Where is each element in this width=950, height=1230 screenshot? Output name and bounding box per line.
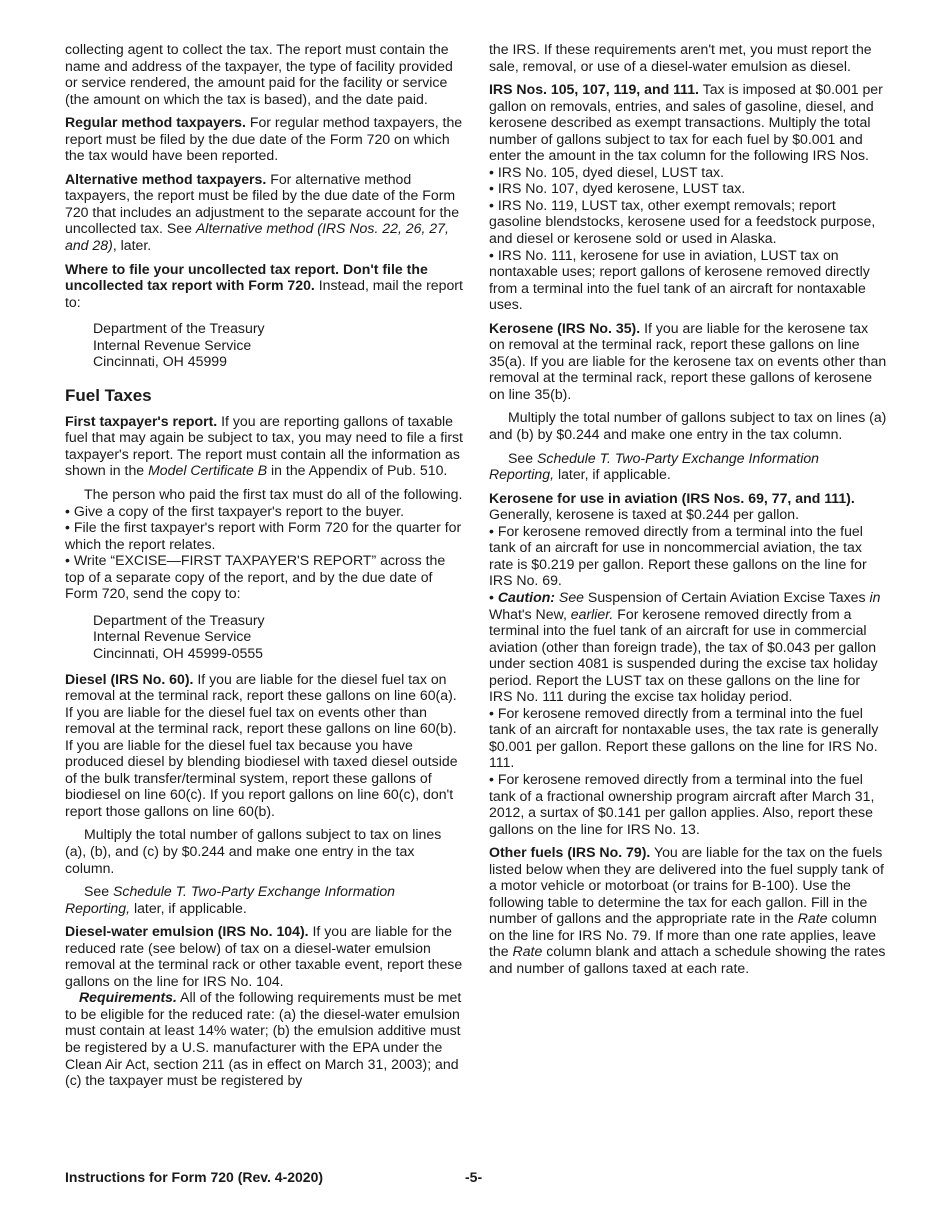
- list-item-text: For kerosene removed directly from a terminal into the fuel tank of an aircraft for use in noncommercial aviation, the tax rate is $0.219 per gallon. Report these gallons on the line for IRS No. 69.: [489, 522, 867, 589]
- right-column: [489, 41, 887, 984]
- list-item-text: File the first taxpayer's report with Form 720 for the quarter for which the report relates.: [65, 519, 462, 552]
- list-item-text: IRS No. 119, LUST tax, other exempt removals; report gasoline blendstocks, kerosene used for a feedstock purpose, and diesel or kerosene sold or used in Alaska.: [489, 196, 876, 247]
- aviation-paragraph: [489, 490, 887, 523]
- address-line: Department of the Treasury: [93, 320, 265, 337]
- address-line: Internal Revenue Service: [93, 336, 252, 353]
- diesel-water-paragraph: [65, 923, 463, 989]
- paragraph-text: , later.: [112, 237, 152, 254]
- paragraph-text: You are liable for the tax on the fuels listed below when they are delivered into the fuel supply tank of a motor vehicle or motorboat (or trains for B-100). Use the following table to determine the tax for each gallon. Fill in the number of gallons and the appropriate rate in the: [489, 844, 884, 927]
- paragraph: The person who paid the first tax must do all of the following.: [84, 486, 463, 503]
- list-item-text: Give a copy of the first taxpayer's report to the buyer.: [73, 502, 405, 519]
- left-column: [65, 41, 463, 1096]
- footer-form-title: Instructions for Form 720 (Rev. 4-2020): [65, 1169, 324, 1185]
- list-item-text: IRS No. 111, kerosene for use in aviation, LUST tax on nontaxable uses; report gallons of kerosene removed directly from a terminal into the fuel tank of an aircraft for nontaxable uses.: [489, 246, 870, 313]
- address-line: Cincinnati, OH 45999-0555: [93, 644, 264, 661]
- paragraph-text: See: [508, 449, 537, 466]
- first-taxpayer-paragraph: [65, 413, 463, 479]
- cross-reference: Model Certificate B: [148, 462, 268, 479]
- list-item-text: What's New,: [489, 605, 571, 622]
- paragraph-text: Rate: [512, 943, 543, 960]
- paragraph: collecting agent to collect the tax. The report must contain the name and address of the taxpayer, the type of facility provided or service rendered, the amount paid for the facility or service (the amount on which the tax is based), and the date paid.: [65, 41, 453, 107]
- other-fuels-paragraph: [489, 844, 887, 976]
- list-item: • IRS No. 105, dyed diesel, LUST tax.: [489, 163, 724, 180]
- paragraph-text: later, if applicable.: [554, 466, 671, 483]
- paragraph: Multiply the total number of gallons subject to tax on lines (a), (b), and (c) by $0.244 and make one entry in the tax column.: [65, 826, 442, 876]
- see-paragraph: [489, 450, 887, 483]
- list-item: • File the first taxpayer's report with Form 720 for the quarter for which the report relates.: [65, 519, 462, 552]
- paragraph-text: If you are liable for the diesel fuel tax on removal at the terminal rack, report these gallons on line 60(a). If you are liable for the diesel fuel tax on events other than removal at the terminal rack, report these gallons on line 60(b). If you are liable for the diesel fuel tax because you have produced diesel by blending biodiesel with taxed diesel outside of the bulk transfer/terminal system, report these gallons of biodiesel on line 60(c). If you report gallons on line 60(c), don't report those gallons on line 60(b).: [65, 670, 458, 819]
- list-item: • Give a copy of the first taxpayer's report to the buyer.: [65, 502, 405, 519]
- paragraph-text: column blank and attach a schedule showing the rates and number of gallons taxed at each rate.: [489, 943, 886, 976]
- address-line: Internal Revenue Service: [93, 628, 252, 645]
- diesel-water-heading: Diesel-water emulsion (IRS No. 104).: [65, 923, 309, 940]
- list-item-text: earlier.: [570, 605, 614, 622]
- cross-reference: Schedule T. Two-Party Exchange Information Reporting,: [65, 883, 396, 916]
- paragraph-text: Generally, kerosene is taxed at $0.244 per gallon.: [489, 506, 799, 523]
- list-item: • Write “EXCISE—FIRST TAXPAYER'S REPORT” across the top of a separate copy of the report, and by the due date of Form 720, send the copy to:: [65, 552, 446, 602]
- paragraph-text: in the Appendix of Pub. 510.: [267, 462, 448, 479]
- paragraph-text: If you are liable for the reduced rate (see below) of tax on a diesel-water emulsion removal at the terminal rack or other taxable event, report these gallons on the line for IRS No. 104.: [65, 923, 463, 989]
- regular-method-heading: Regular method taxpayers.: [65, 114, 246, 131]
- caution-label: Caution:: [497, 588, 556, 605]
- alternative-method-paragraph: [65, 171, 463, 254]
- list-item-text: For kerosene removed directly from a terminal into the fuel tank of a fractional ownership program aircraft after March 31, 2012, a surtax of $0.141 per gallon applies. Also, report these gallons on the line for IRS No. 13.: [489, 770, 875, 837]
- list-item-text: IRS No. 107, dyed kerosene, LUST tax.: [497, 180, 746, 197]
- list-item: • IRS No. 111, kerosene for use in aviation, LUST tax on nontaxable uses; report gallons of kerosene removed directly from a terminal into the fuel tank of an aircraft for nontaxable uses.: [489, 246, 870, 313]
- list-item: • IRS No. 107, dyed kerosene, LUST tax.: [489, 180, 746, 197]
- paragraph: Multiply the total number of gallons subject to tax on lines (a) and (b) by $0.244 and make one entry in the tax column.: [489, 409, 887, 443]
- section-heading-fuel-taxes: Fuel Taxes: [65, 385, 152, 405]
- list-item-text: See: [555, 588, 585, 605]
- list-item: • For kerosene removed directly from a terminal into the fuel tank of an aircraft for use in noncommercial aviation, the tax rate is $0.219 per gallon. Report these gallons on the line for IRS No. 69.: [489, 522, 867, 589]
- list-item: • For kerosene removed directly from a terminal into the fuel tank of a fractional ownership program aircraft after March 31, 2012, a surtax of $0.141 per gallon applies. Also, report these gallons on the line for IRS No. 13.: [489, 770, 875, 837]
- list-item: • For kerosene removed directly from a terminal into the fuel tank of an aircraft for nontaxable uses, the tax rate is generally $0.001 per gallon. Report these gallons on the line for IRS No. 111.: [489, 704, 879, 771]
- mailing-address: [93, 612, 463, 662]
- alternative-method-heading: Alternative method taxpayers.: [65, 170, 267, 187]
- paragraph-text: If you are reporting gallons of taxable fuel that may again be subject to tax, you may need to file a first taxpayer's report. The report must contain all the information as shown in the: [65, 412, 463, 479]
- paragraph-text: Rate: [797, 910, 828, 927]
- paragraph-text: See: [84, 883, 113, 900]
- paragraph: the IRS. If these requirements aren't met, you must report the sale, removal, or use of a diesel-water emulsion as diesel.: [489, 41, 872, 74]
- where-to-file-paragraph: [65, 261, 463, 311]
- list-item: • IRS No. 119, LUST tax, other exempt removals; report gasoline blendstocks, kerosene used for a feedstock purpose, and diesel or kerosene sold or used in Alaska.: [489, 196, 876, 247]
- paragraph-text: column on the line for IRS No. 79. If more than one rate applies, leave the: [489, 910, 877, 960]
- diesel-paragraph: [65, 671, 463, 820]
- see-paragraph: [65, 883, 463, 916]
- paragraph-text: Instead, mail the report to:: [65, 277, 463, 310]
- kerosene-heading: Kerosene (IRS No. 35).: [489, 319, 641, 336]
- kerosene-paragraph: [489, 320, 887, 403]
- regular-method-paragraph: [65, 114, 463, 164]
- list-item-text: Write “EXCISE—FIRST TAXPAYER'S REPORT” across the top of a separate copy of the report, and by the due date of Form 720, send the copy to:: [65, 552, 446, 602]
- first-taxpayer-heading: First taxpayer's report.: [65, 412, 218, 429]
- paragraph-text: Tax is imposed at $0.001 per gallon on removals, entries, and sales of gasoline, diesel, and kerosene described as exempt transactions. Multiply the total number of gallons subject to tax for each fuel by $0.001 and enter the amount in the tax column for the following IRS Nos.: [489, 81, 883, 164]
- paragraph-text: For regular method taxpayers, the report must be filed by the due date of the Form 720 on which the tax would have been reported.: [65, 114, 463, 164]
- list-item-text: IRS No. 105, dyed diesel, LUST tax.: [497, 163, 724, 180]
- list-item-text: For kerosene removed directly from a terminal into the fuel tank of an aircraft for nontaxable uses, the tax rate is generally $0.001 per gallon. Report these gallons on the line for IRS No. 111.: [489, 704, 879, 771]
- address-line: Department of the Treasury: [93, 611, 265, 628]
- where-to-file-heading: Where to file your uncollected tax report. Don't file the uncollected tax report with Form 720.: [65, 260, 428, 294]
- requirements-heading: Requirements.: [79, 989, 177, 1006]
- cross-reference: Alternative method (IRS Nos. 22, 26, 27, and 28): [65, 220, 449, 254]
- other-fuels-heading: Other fuels (IRS No. 79).: [489, 844, 651, 861]
- page-number: -5-: [465, 1169, 483, 1185]
- paragraph-text: later, if applicable.: [130, 899, 247, 916]
- list-item-text: Suspension of Certain Aviation Excise Taxes: [584, 588, 870, 605]
- list-item-text: in: [869, 588, 881, 605]
- irs-nos-heading: IRS Nos. 105, 107, 119, and 111.: [489, 81, 699, 98]
- paragraph-text: All of the following requirements must be met to be eligible for the reduced rate: (a) the diesel-water emulsion must contain at least 14% water; (b) the emulsion additive must be registered by a U.S. manufacturer with the EPA under the Clean Air Act, section 211 (as in effect on March 31, 2003); and (c) the taxpayer must be registered by: [65, 989, 462, 1089]
- requirements-paragraph: [65, 989, 463, 1088]
- irs-nos-paragraph: [489, 81, 887, 164]
- list-item-text: For kerosene removed directly from a terminal into the fuel tank of an aircraft for use in commercial aviation (other than foreign trade), the tax of $0.043 per gallon under section 4081 is suspended during the excise tax holiday period. Report the LUST tax on these gallons on the line for IRS No. 111 during the excise tax holiday period.: [489, 605, 878, 705]
- aviation-heading: Kerosene for use in aviation (IRS Nos. 69, 77, and 111).: [489, 489, 855, 506]
- mailing-address: [93, 320, 463, 370]
- paragraph-text: If you are liable for the kerosene tax on removal at the terminal rack, report these gallons on line 35(a). If you are liable for the kerosene tax on events other than removal at the terminal rack, report these gallons of kerosene on line 35(b).: [489, 319, 887, 402]
- address-line: Cincinnati, OH 45999: [93, 353, 227, 370]
- list-item: • Caution: See Suspension of Certain Aviation Excise Taxes in What's New, earlier. For kerosene removed directly from a terminal into the fuel tank of an aircraft for use in commercial aviation (other than foreign trade), the tax of $0.043 per gallon under section 4081 is suspended during the excise tax holiday period. Report the LUST tax on these gallons on the line for IRS No. 111 during the excise tax holiday period.: [489, 588, 881, 705]
- diesel-heading: Diesel (IRS No. 60).: [65, 670, 194, 687]
- paragraph-text: For alternative method taxpayers, the report must be filed by the due date of the Form 720 that includes an adjustment to the separate account for the uncollected tax. See: [65, 170, 460, 237]
- cross-reference: Schedule T. Two-Party Exchange Information Reporting,: [489, 449, 820, 483]
